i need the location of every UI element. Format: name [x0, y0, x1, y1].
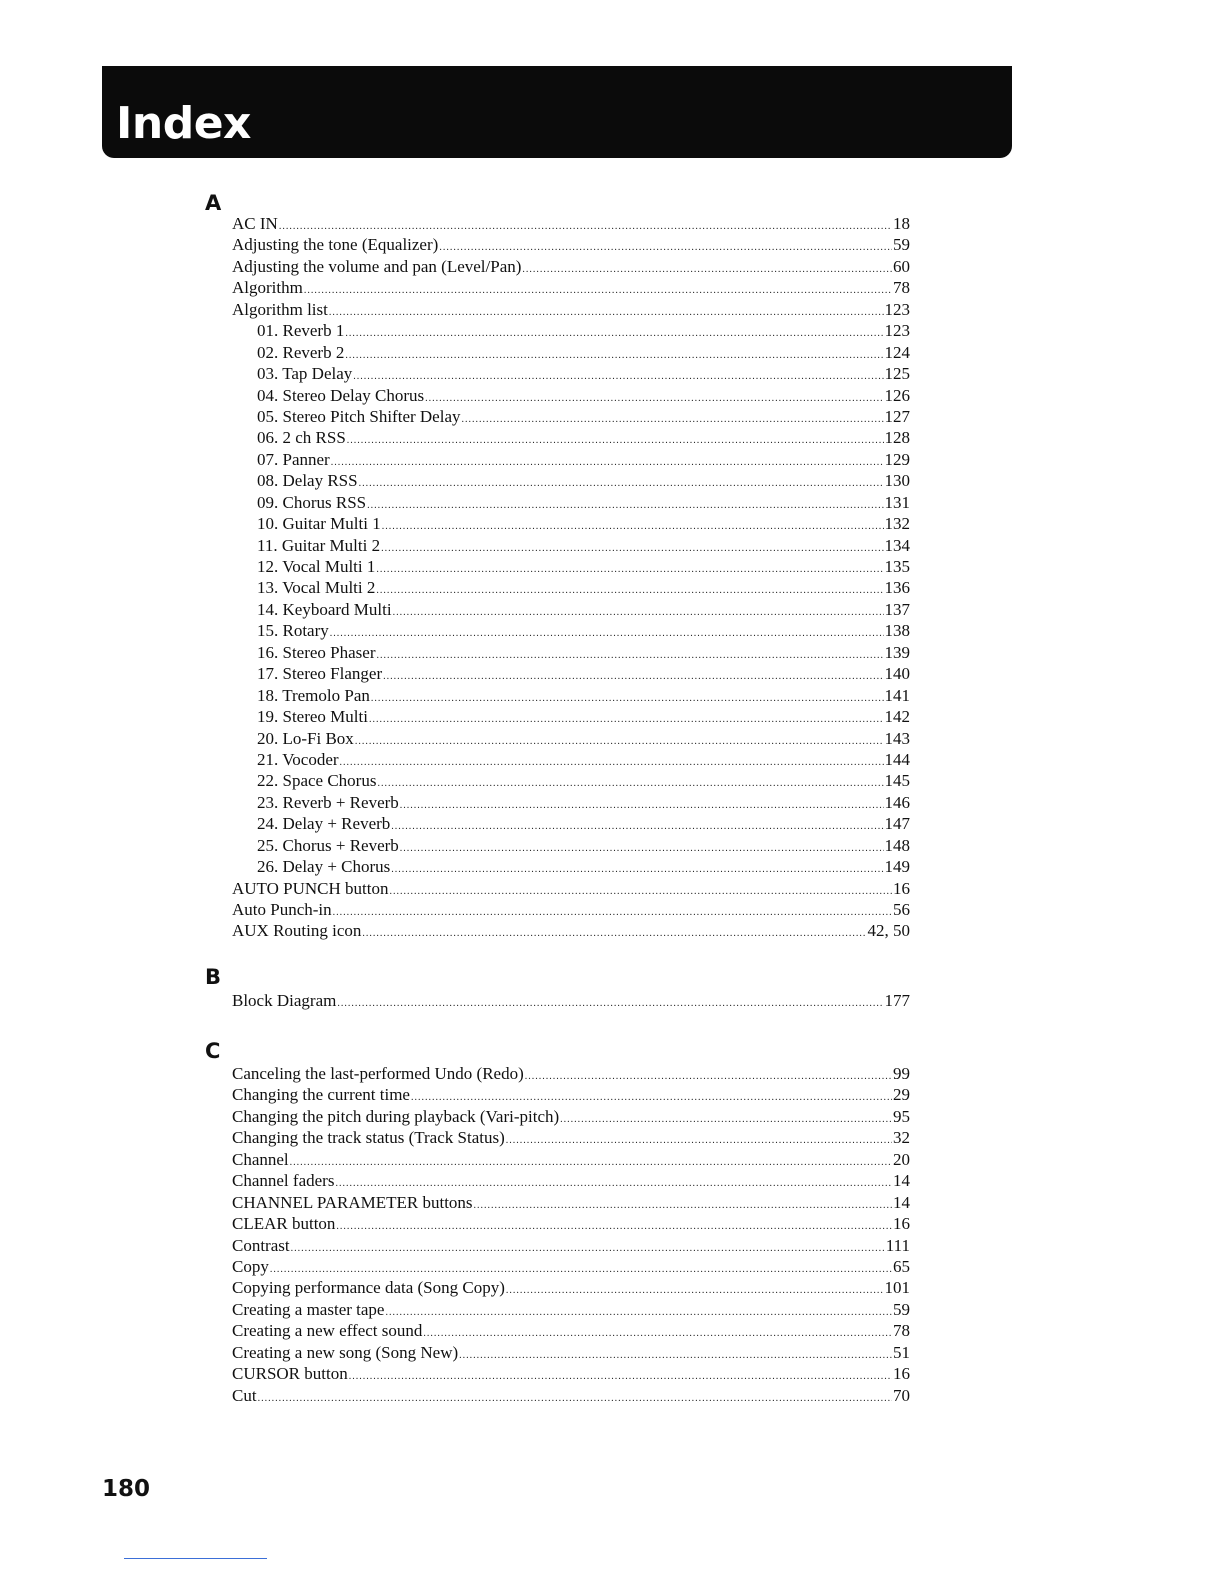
dot-leader — [383, 666, 883, 687]
index-subentry — [232, 685, 910, 706]
dot-leader — [290, 1152, 892, 1173]
index-entry — [232, 1192, 910, 1213]
index-page-ref: 78 — [893, 278, 910, 298]
index-term: Adjusting the volume and pan (Level/Pan) — [232, 256, 522, 276]
index-term: Changing the current time — [232, 1085, 410, 1105]
index-page-ref: 126 — [884, 385, 910, 405]
index-subentry — [232, 342, 910, 363]
dot-leader — [359, 473, 884, 494]
index-entry — [232, 878, 910, 899]
index-subentry — [232, 792, 910, 813]
index-entry — [232, 1385, 910, 1406]
index-section-a — [232, 213, 910, 942]
dot-leader — [330, 623, 884, 644]
index-term: 19. Stereo Multi — [257, 707, 368, 727]
index-page-ref: 123 — [884, 321, 910, 341]
dot-leader — [385, 1302, 892, 1323]
index-entry — [232, 1320, 910, 1341]
index-entry — [232, 1063, 910, 1084]
index-entry — [232, 920, 910, 941]
index-page-ref: 147 — [884, 814, 910, 834]
dot-leader — [391, 816, 883, 837]
dot-leader — [393, 602, 884, 623]
section-letter-a: A — [205, 191, 222, 215]
index-term: 05. Stereo Pitch Shifter Delay — [257, 406, 461, 426]
index-subentry — [232, 535, 910, 556]
index-term: Changing the track status (Track Status) — [232, 1128, 505, 1148]
index-page-ref: 146 — [884, 792, 910, 812]
page-number: 180 — [102, 1476, 151, 1502]
index-term: 25. Chorus + Reverb — [257, 835, 399, 855]
index-page-ref: 127 — [884, 406, 910, 426]
dot-leader — [353, 366, 883, 387]
dot-leader — [400, 795, 884, 816]
index-term: AUTO PUNCH button — [232, 878, 389, 898]
index-entry — [232, 1170, 910, 1191]
index-page-ref: 32 — [893, 1128, 910, 1148]
index-subentry — [232, 320, 910, 341]
index-term: 09. Chorus RSS — [257, 492, 367, 512]
index-page-ref: 65 — [893, 1256, 910, 1276]
dot-leader — [258, 1388, 892, 1409]
dot-leader — [349, 1366, 892, 1387]
dot-leader — [333, 902, 892, 923]
index-page-ref: 135 — [884, 557, 910, 576]
index-term: 01. Reverb 1 — [257, 321, 345, 341]
index-term: 11. Guitar Multi 2 — [257, 535, 381, 555]
index-term: Canceling the last-performed Undo (Redo) — [232, 1064, 524, 1083]
dot-leader — [423, 1323, 892, 1344]
index-page-ref: 123 — [884, 299, 910, 319]
index-term: 12. Vocal Multi 1 — [257, 557, 376, 576]
dot-leader — [382, 516, 884, 537]
index-entry — [232, 1149, 910, 1170]
dot-leader — [400, 838, 884, 859]
index-page-ref: 149 — [884, 857, 910, 877]
index-page-ref: 143 — [884, 728, 910, 748]
index-term: Algorithm — [232, 278, 303, 298]
index-entry — [232, 256, 910, 277]
index-page-ref: 136 — [884, 578, 910, 598]
index-subentry — [232, 513, 910, 534]
index-term: Creating a new effect sound — [232, 1321, 423, 1341]
dot-leader — [336, 1216, 892, 1237]
index-page-ref: 95 — [893, 1106, 910, 1126]
dot-leader — [329, 302, 884, 323]
index-term: 21. Vocoder — [257, 749, 339, 769]
index-page-ref: 137 — [884, 599, 910, 619]
dot-leader — [459, 1345, 892, 1366]
index-term: Cut — [232, 1385, 257, 1405]
index-page-ref: 16 — [893, 1364, 910, 1384]
index-page-ref: 101 — [884, 1278, 910, 1298]
index-term: CLEAR button — [232, 1214, 336, 1234]
dot-leader — [525, 1066, 892, 1087]
index-term: Contrast — [232, 1235, 290, 1255]
index-term: Copying performance data (Song Copy) — [232, 1278, 505, 1298]
index-term: 22. Space Chorus — [257, 771, 377, 791]
dot-leader — [331, 452, 884, 473]
index-term: 06. 2 ch RSS — [257, 428, 346, 448]
index-entry — [232, 899, 910, 920]
index-subentry — [232, 856, 910, 877]
dot-leader — [345, 323, 883, 344]
index-page-ref: 145 — [884, 771, 910, 791]
dot-leader — [377, 773, 883, 794]
index-subentry — [232, 706, 910, 727]
index-entry — [232, 1277, 910, 1298]
index-term: 26. Delay + Chorus — [257, 857, 391, 877]
footer-rule — [124, 1558, 267, 1559]
dot-leader — [347, 430, 884, 451]
index-term: 02. Reverb 2 — [257, 342, 345, 362]
index-entry — [232, 1127, 910, 1148]
index-term: Algorithm list — [232, 299, 328, 319]
index-page-ref: 131 — [884, 492, 910, 512]
index-term: AUX Routing icon — [232, 921, 362, 941]
index-page-ref: 16 — [893, 1214, 910, 1234]
dot-leader — [506, 1280, 884, 1301]
dot-leader — [381, 538, 883, 559]
index-entry — [232, 1363, 910, 1384]
index-entry — [232, 1084, 910, 1105]
index-term: 10. Guitar Multi 1 — [257, 514, 381, 534]
index-term: Channel — [232, 1149, 289, 1169]
index-page-ref: 42, 50 — [867, 921, 910, 941]
index-term: Creating a new song (Song New) — [232, 1342, 459, 1362]
index-term: Copy — [232, 1256, 269, 1276]
index-term: 16. Stereo Phaser — [257, 642, 376, 662]
index-page-ref: 99 — [893, 1064, 910, 1083]
index-page-ref: 70 — [893, 1385, 910, 1405]
index-subentry — [232, 556, 910, 577]
index-page-ref: 124 — [884, 342, 910, 362]
dot-leader — [462, 409, 884, 430]
index-entry — [232, 1342, 910, 1363]
index-entry — [232, 277, 910, 298]
index-entry — [232, 1213, 910, 1234]
index-subentry — [232, 620, 910, 641]
index-entry — [232, 299, 910, 320]
dot-leader — [345, 345, 883, 366]
index-subentry — [232, 770, 910, 791]
dot-leader — [522, 259, 892, 280]
index-page-ref: 128 — [884, 428, 910, 448]
index-page-ref: 111 — [885, 1235, 910, 1255]
dot-leader — [291, 1238, 885, 1259]
index-term: 04. Stereo Delay Chorus — [257, 385, 425, 405]
index-term: 24. Delay + Reverb — [257, 814, 391, 834]
index-page-ref: 148 — [884, 835, 910, 855]
index-page-ref: 59 — [893, 235, 910, 255]
index-header-banner — [102, 66, 1012, 158]
index-term: CHANNEL PARAMETER buttons — [232, 1192, 473, 1212]
index-term: 07. Panner — [257, 449, 330, 469]
dot-leader — [391, 859, 883, 880]
index-page-ref: 14 — [893, 1171, 910, 1191]
index-term: 13. Vocal Multi 2 — [257, 578, 376, 598]
dot-leader — [304, 280, 892, 301]
index-subentry — [232, 406, 910, 427]
dot-leader — [425, 388, 883, 409]
index-subentry — [232, 385, 910, 406]
index-page-ref: 130 — [884, 471, 910, 491]
index-section-b — [232, 990, 910, 1011]
index-entry — [232, 1256, 910, 1277]
index-page-ref: 20 — [893, 1149, 910, 1169]
index-page-ref: 125 — [884, 364, 910, 384]
index-subentry — [232, 642, 910, 663]
index-subentry — [232, 363, 910, 384]
index-subentry — [232, 749, 910, 770]
index-section-c — [232, 1063, 910, 1406]
dot-leader — [474, 1195, 892, 1216]
index-subentry — [232, 599, 910, 620]
index-entry — [232, 234, 910, 255]
index-page-ref: 139 — [884, 642, 910, 662]
index-term: 03. Tap Delay — [257, 364, 353, 384]
index-subentry — [232, 427, 910, 448]
index-page-ref: 56 — [893, 900, 910, 919]
index-subentry — [232, 835, 910, 856]
index-term: Adjusting the tone (Equalizer) — [232, 235, 439, 255]
index-term: Changing the pitch during playback (Vari-pitch) — [232, 1106, 560, 1126]
index-page-ref: 51 — [893, 1342, 910, 1362]
section-letter-b: B — [205, 965, 222, 989]
index-subentry — [232, 728, 910, 749]
dot-leader — [376, 559, 883, 580]
index-page-ref: 59 — [893, 1299, 910, 1319]
index-subentry — [232, 813, 910, 834]
index-term: AC IN — [232, 214, 278, 233]
index-page-ref: 138 — [884, 621, 910, 641]
index-term: Creating a master tape — [232, 1299, 385, 1319]
dot-leader — [355, 731, 884, 752]
index-term: 23. Reverb + Reverb — [257, 792, 399, 812]
index-page-ref: 18 — [893, 214, 910, 233]
index-term: 18. Tremolo Pan — [257, 685, 370, 705]
index-term: 15. Rotary — [257, 621, 329, 641]
dot-leader — [389, 881, 892, 902]
index-entry — [232, 990, 910, 1011]
index-page-ref: 29 — [893, 1085, 910, 1105]
index-page-ref: 140 — [884, 664, 910, 684]
index-term: Channel faders — [232, 1171, 335, 1191]
index-page-ref: 141 — [884, 685, 910, 705]
index-page-ref: 78 — [893, 1321, 910, 1341]
dot-leader — [560, 1109, 892, 1130]
index-term: Block Diagram — [232, 991, 337, 1010]
index-term: CURSOR button — [232, 1364, 348, 1384]
index-page-ref: 16 — [893, 878, 910, 898]
index-term: 20. Lo-Fi Box — [257, 728, 354, 748]
index-page-ref: 14 — [893, 1192, 910, 1212]
index-subentry — [232, 577, 910, 598]
dot-leader — [371, 688, 884, 709]
index-term: 17. Stereo Flanger — [257, 664, 383, 684]
index-term: Auto Punch-in — [232, 900, 332, 919]
index-page-ref: 60 — [893, 256, 910, 276]
index-entry — [232, 1106, 910, 1127]
index-term: 14. Keyboard Multi — [257, 599, 392, 619]
index-entry — [232, 1235, 910, 1256]
index-page-ref: 144 — [884, 749, 910, 769]
index-page-ref: 129 — [884, 449, 910, 469]
index-subentry — [232, 492, 910, 513]
index-subentry — [232, 663, 910, 684]
index-subentry — [232, 449, 910, 470]
dot-leader — [369, 709, 884, 730]
index-entry — [232, 1299, 910, 1320]
index-page-ref: 134 — [884, 535, 910, 555]
dot-leader — [340, 752, 884, 773]
dot-leader — [337, 993, 883, 1014]
dot-leader — [376, 580, 883, 601]
dot-leader — [377, 645, 884, 666]
dot-leader — [367, 495, 883, 516]
section-letter-c: C — [205, 1039, 221, 1063]
index-page-ref: 177 — [884, 991, 910, 1010]
index-entry — [232, 213, 910, 234]
page-title: Index — [116, 98, 251, 149]
dot-leader — [506, 1130, 892, 1151]
index-page-ref: 132 — [884, 514, 910, 534]
index-page-ref: 142 — [884, 707, 910, 727]
index-term: 08. Delay RSS — [257, 471, 358, 491]
dot-leader — [362, 923, 866, 944]
index-subentry — [232, 470, 910, 491]
